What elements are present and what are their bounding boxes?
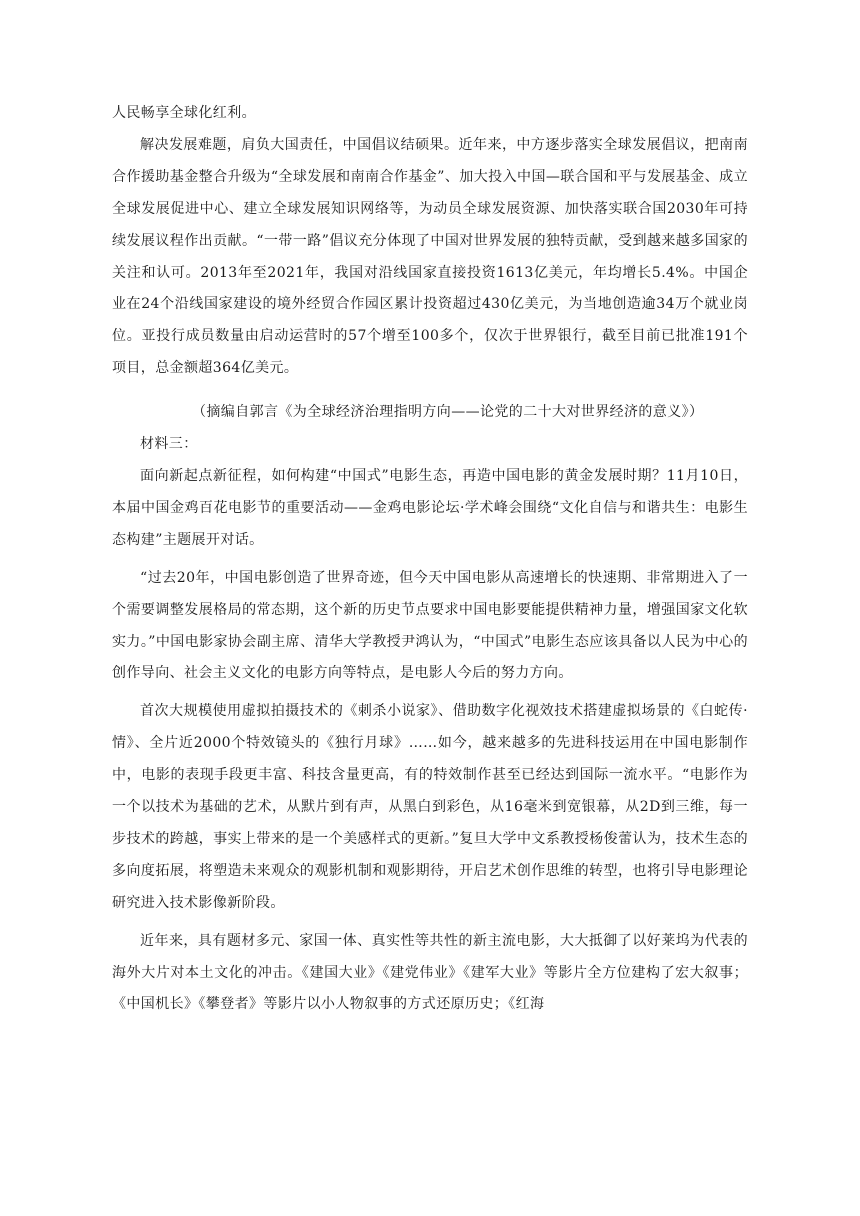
paragraph-film-technology: 首次大规模使用虚拟拍摄技术的《刺杀小说家》、借助数字化视效技术搭建虚拟场景的《白蛇传·情》、全片近2000个特效镜头的《独行月球》……如今，越来越多的先进科技运用在中国电影制作中，电影的表现手段更丰富、科技含量更高，有的特效制作甚至已经达到国际一流水平。“电影作为一个以技术为基础的艺术，从默片到有声，从黑白到彩色，从16毫米到宽银幕，从2D到三维，每一步技术的跨越，事实上带来的是一个美感样式的更新。”复旦大学中文系教授杨俊蕾认为，技术生态的多向度拓展，将塑造未来观众的观影机制和观影期待，开启艺术创作思维的转型，也将引导电影理论研究进入技术影像新阶段。 (112, 703, 748, 911)
paragraph-continuation: 人民畅享全球化红利。 (112, 105, 256, 121)
paragraph-global-development: 解决发展难题，肩负大国责任，中国倡议结硕果。近年来，中方逐步落实全球发展倡议，把南南合作援助基金整合升级为“全球发展和南南合作基金”、加大投入中国—联合国和平与发展基金、成立全球发展促进中心、建立全球发展知识网络等，为动员全球发展资源、加快落实联合国2030年可持续发展议程作出贡献。“一带一路”倡议充分体现了中国对世界发展的独特贡献，受到越来越多国家的关注和认可。2013年至2021年，我国对沿线国家直接投资1613亿美元，年均增长5.4%。中国企业在24个沿线国家建设的境外经贸合作园区累计投资超过430亿美元，为当地创造逾34万个就业岗位。亚投行成员数量由启动运营时的57个增至100多个，仅次于世界银行，截至目前已批准191个项目，总金额超364亿美元。 (112, 136, 748, 377)
paragraph-film-ecology: 面向新起点新征程，如何构建“中国式”电影生态，再造中国电影的黄金发展时期？11月10日，本届中国金鸡百花电影节的重要活动——金鸡电影论坛·学术峰会围绕“文化自信与和谐共生：电影生态构建”主题展开对话。 (112, 467, 748, 548)
paragraph-mainstream-films: 近年来，具有题材多元、家国一体、真实性等共性的新主流电影，大大抵御了以好莱坞为代表的海外大片对本土文化的冲击。《建国大业》《建党伟业》《建军大业》等影片全方位建构了宏大叙事；《中国机长》《攀登者》等影片以小人物叙事的方式还原历史；《红海 (112, 932, 748, 1013)
article-body (112, 98, 748, 1021)
source-citation: （摘编自郭言《为全球经济治理指明方向——论党的二十大对世界经济的意义》） (192, 404, 704, 421)
paragraph-yin-hong-quote: “过去20年，中国电影创造了世界奇迹，但今天中国电影从高速增长的快速期、非常期进入了一个需要调整发展格局的常态期，这个新的历史节点要求中国电影要能提供精神力量，增强国家文化软实力。”中国电影家协会副主席、清华大学教授尹鸿认为，“中国式”电影生态应该具备以人民为中心的创作导向、社会主义文化的电影方向等特点，是电影人今后的努力方向。 (112, 569, 748, 682)
material-heading: 材料三： (140, 436, 198, 453)
